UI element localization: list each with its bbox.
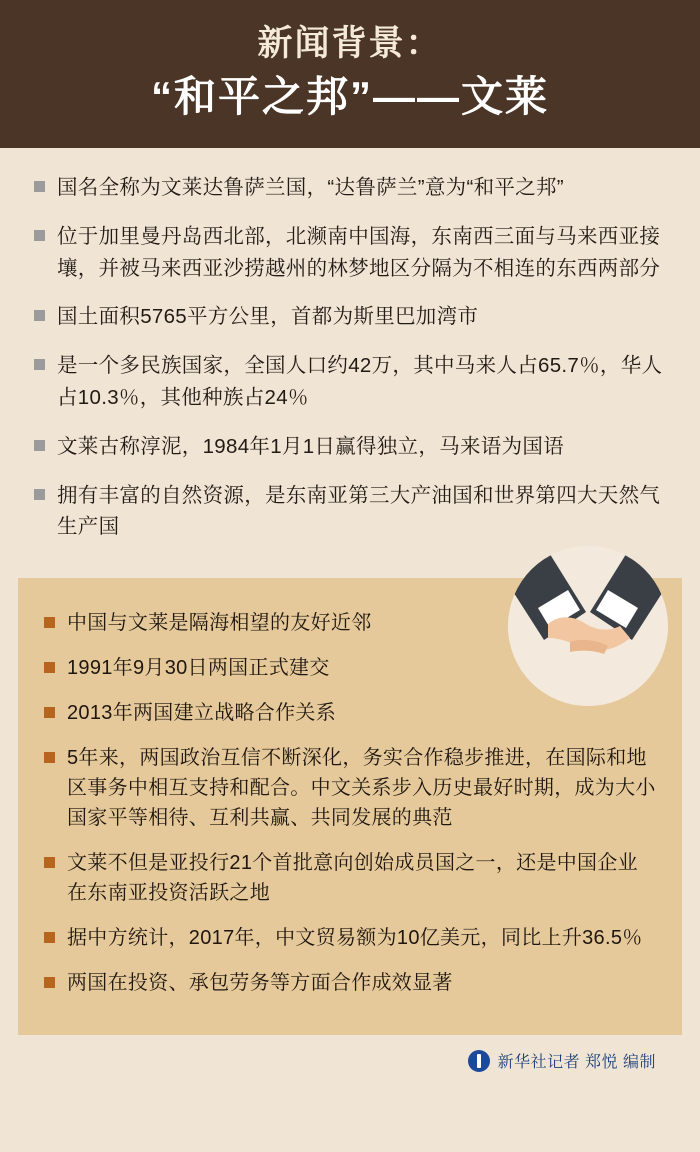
- square-bullet-icon: [44, 752, 55, 763]
- list-item: [44, 923, 656, 953]
- list-item-text: 拥有丰富的自然资源，是东南亚第三大产油国和世界第四大天然气生产国: [57, 483, 661, 539]
- list-item: [44, 968, 656, 998]
- list-item-text: 国名全称为文莱达鲁萨兰国，“达鲁萨兰”意为“和平之邦”: [57, 176, 564, 200]
- list-item-text: 5年来，两国政治互信不断深化，务实合作稳步推进，在国际和地区事务中相互支持和配合。中文关系步入历史最好时期，成为大小国家平等相待、互利共赢、共同发展的典范: [67, 747, 656, 830]
- handshake-icon: [508, 546, 668, 706]
- list-item: [34, 350, 666, 414]
- list-item: [34, 431, 666, 463]
- list-item-text: 2013年两国建立战略合作关系: [67, 702, 336, 725]
- list-item-text: 两国在投资、承包劳务等方面合作成效显著: [67, 972, 453, 995]
- bilateral-relations-section: [18, 578, 682, 1035]
- list-item-text: 1991年9月30日两国正式建交: [67, 657, 330, 680]
- square-bullet-icon: [34, 230, 45, 241]
- country-facts-section: [0, 148, 700, 570]
- list-item-text: 据中方统计，2017年，中文贸易额为10亿美元，同比上升36.5％: [67, 927, 643, 950]
- square-bullet-icon: [44, 662, 55, 673]
- list-item-text: 位于加里曼丹岛西北部，北濒南中国海，东南西三面与马来西亚接壤，并被马来西亚沙捞越州的林梦地区分隔为不相连的东西两部分: [57, 224, 661, 280]
- list-item: [34, 301, 666, 333]
- list-item: [34, 480, 666, 544]
- xinhua-logo-icon: [468, 1050, 490, 1072]
- square-bullet-icon: [44, 857, 55, 868]
- credit-text: 新华社记者 郑悦 编制: [497, 1054, 656, 1072]
- page-title: 新闻背景：: [257, 24, 443, 63]
- square-bullet-icon: [44, 932, 55, 943]
- list-item-text: 文莱不但是亚投行21个首批意向创始成员国之一，还是中国企业在东南亚投资活跃之地: [67, 852, 638, 905]
- square-bullet-icon: [34, 359, 45, 370]
- page-subtitle: “和平之邦”——文莱: [150, 72, 549, 120]
- square-bullet-icon: [44, 977, 55, 988]
- header-banner: [0, 0, 700, 148]
- square-bullet-icon: [34, 489, 45, 500]
- square-bullet-icon: [34, 310, 45, 321]
- list-item: [34, 221, 666, 285]
- list-item: [44, 743, 656, 833]
- footer-credit: [0, 1035, 682, 1084]
- square-bullet-icon: [44, 617, 55, 628]
- list-item: [34, 172, 666, 204]
- list-item-text: 国土面积5765平方公里，首都为斯里巴加湾市: [57, 305, 479, 329]
- list-item-text: 文莱古称淳泥，1984年1月1日赢得独立，马来语为国语: [57, 434, 565, 458]
- list-item-text: 中国与文莱是隔海相望的友好近邻: [67, 612, 372, 635]
- square-bullet-icon: [34, 181, 45, 192]
- square-bullet-icon: [44, 707, 55, 718]
- list-item: [44, 848, 656, 908]
- list-item-text: 是一个多民族国家，全国人口约42万，其中马来人占65.7％，华人占10.3％，其他种族占24％: [57, 354, 663, 409]
- square-bullet-icon: [34, 440, 45, 451]
